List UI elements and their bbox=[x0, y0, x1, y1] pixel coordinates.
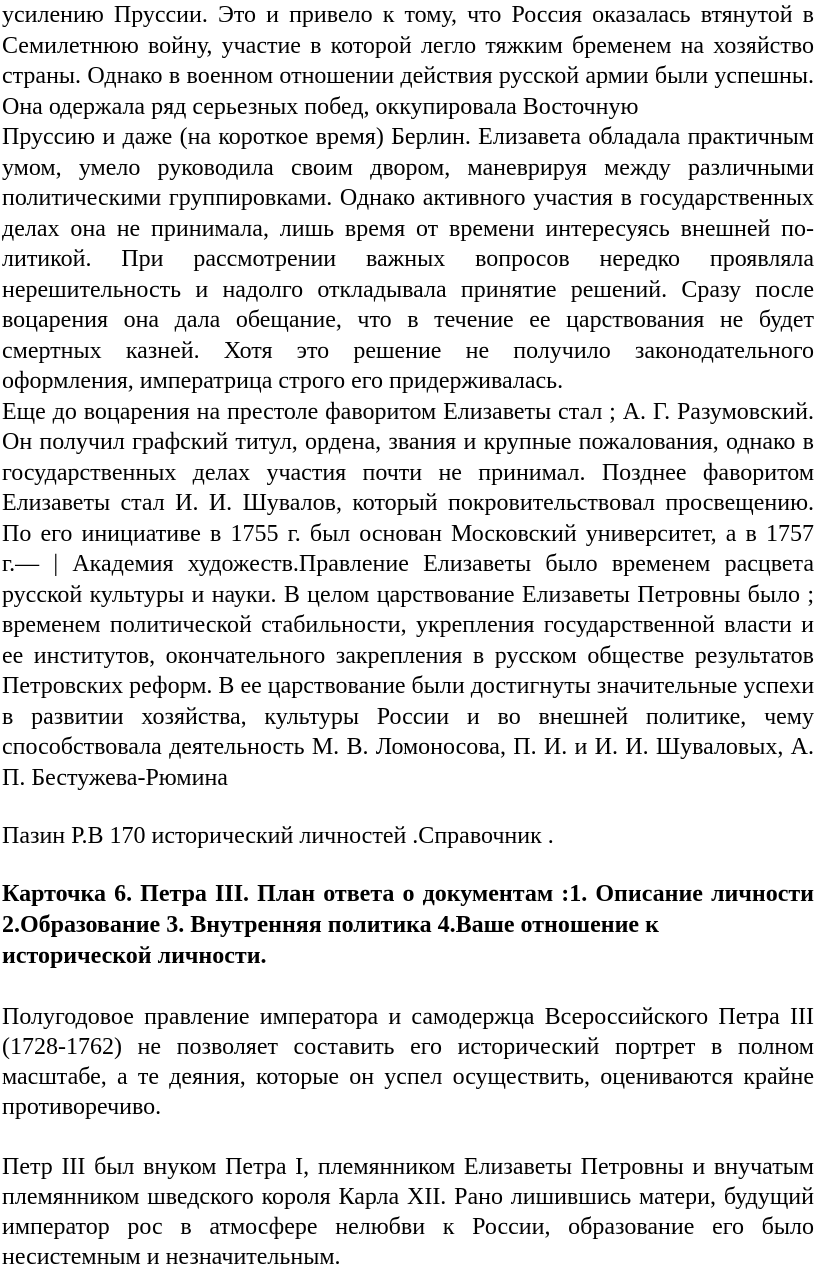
heading-line: Карточка 6. Петра III. План ответа о документам :1. Описание личности bbox=[2, 881, 814, 907]
text-line: Еще до воцарения на престоле фаворитом Елизаветы стал ; А. Г. Разумовский. bbox=[2, 398, 814, 425]
paragraph-peter-iii-reign bbox=[2, 1002, 816, 1122]
text-line: воцарения она дала обещание, что в течение ее царствования не будет bbox=[2, 307, 814, 333]
card-heading bbox=[2, 879, 816, 972]
text-line: По его инициативе в 1755 г. был основан Московский университет, а в 1757 bbox=[2, 520, 814, 547]
text-line: делах она не принимала, лишь время от времени интересуясь внешней по- bbox=[2, 215, 814, 242]
text-line: Петровских реформ. В ее царствование были достигнуты значительные успехи bbox=[2, 673, 814, 699]
heading-line: исторической личности. bbox=[2, 943, 267, 969]
text-line: оформления, императрица строго его придерживалась. bbox=[2, 368, 564, 394]
text-line: смертных казней. Хотя это решение не получило законодательного bbox=[2, 337, 814, 364]
text-line: несистемным и незначительным. bbox=[2, 1244, 341, 1270]
text-line: государственных делах участия почти не принимал. Позднее фаворитом bbox=[2, 459, 814, 486]
text-line: в развитии хозяйства, культуры России и во внешней политике, чему bbox=[2, 703, 814, 730]
text-line: Она одержала ряд серьезных побед, оккупировала Восточную bbox=[2, 93, 639, 120]
text-line: нерешительность и надолго откладывала принятие решений. Сразу после bbox=[2, 276, 814, 303]
text-line: литикой. При рассмотрении важных вопросов нередко проявляла bbox=[2, 246, 814, 272]
text-line: П. Бестужева-Рюмина bbox=[2, 764, 228, 791]
reference-citation: Пазин Р.В 170 исторический личностей .Справочник . bbox=[2, 823, 554, 849]
text-line: г.— | Академия художеств.Правление Елизаветы было временем расцвета bbox=[2, 551, 814, 577]
text-line: политическими группировками. Однако активного участия в государственных bbox=[2, 185, 814, 211]
text-line: русской культуры и науки. В целом царствование Елизаветы Петровны было ; bbox=[2, 581, 814, 608]
text-line: усилению Пруссии. Это и привело к тому, что Россия оказалась втянутой в bbox=[2, 2, 814, 28]
text-line: страны. Однако в военном отношении действия русской армии были успешны. bbox=[2, 63, 814, 89]
text-line: Полугодовое правление императора и самодержца Всероссийского Петра III bbox=[2, 1004, 814, 1030]
text-line: Елизаветы стал И. И. Шувалов, который покровительствовал просвещению. bbox=[2, 490, 814, 516]
text-line: Петр III был внуком Петра I, племянником Елизаветы Петровны и внучатым bbox=[2, 1154, 814, 1180]
text-line: способствовала деятельность М. В. Ломоносова, П. И. и И. И. Шуваловых, А. bbox=[2, 734, 814, 760]
text-line: противоречиво. bbox=[2, 1094, 162, 1120]
text-line: Пруссию и даже (на короткое время) Берлин. Елизавета обладала практичным bbox=[2, 124, 814, 150]
paragraph-peter-iii-origin bbox=[2, 1152, 816, 1272]
heading-line: 2.Образование 3. Внутренняя политика 4.Ваше отношение к bbox=[2, 912, 659, 938]
text-line: Он получил графский титул, ордена, звания и крупные пожалования, однако в bbox=[2, 429, 814, 455]
text-line: (1728-1762) не позволяет составить его исторический портрет в полном bbox=[2, 1034, 814, 1060]
text-line: умом, умело руководила своим двором, маневрируя между различными bbox=[2, 154, 814, 181]
text-line: Семилетнюю войну, участие в которой легло тяжким бременем на хозяйство bbox=[2, 32, 814, 59]
text-line: император рос в атмосфере нелюбви к России, образование его было bbox=[2, 1214, 814, 1240]
text-line: племянником шведского короля Карла XII. Рано лишившись матери, будущий bbox=[2, 1184, 814, 1210]
text-line: временем политической стабильности, укрепления государственной власти и bbox=[2, 612, 814, 638]
text-line: масштабе, а те деяния, которые он успел осуществить, оцениваются крайне bbox=[2, 1064, 814, 1090]
text-line: ее институтов, окончательного закрепления в русском обществе результатов bbox=[2, 642, 814, 669]
paragraph-elizabeth-reign bbox=[2, 0, 816, 793]
